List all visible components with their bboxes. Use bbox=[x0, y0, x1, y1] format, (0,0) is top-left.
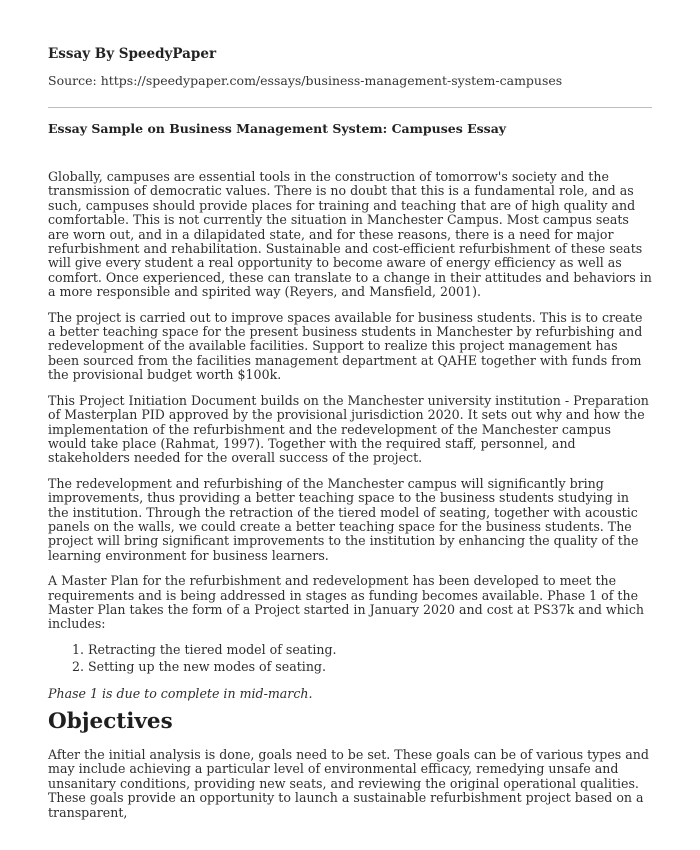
paragraph: After the initial analysis is done, goals need to be set. These goals can be of various types and may include achieving a particular level of environmental efficacy, remedying unsafe and unsanitary conditions, providing new seats, and reviewing the original operational qualities. These goals provide an opportunity to launch a sustainable refurbishment project based on a transparent, bbox=[48, 747, 649, 820]
essay-title: Essay Sample on Business Management System: Campuses Essay bbox=[48, 121, 507, 136]
paragraph: This Project Initiation Document builds on the Manchester university institution - Preparation of Masterplan PID approved by the provisional jurisdiction 2020. It sets out why and how the implementation of the refurbishment and the redevelopment of the Manchester campus would take place (Rahmat, 1997). Together with the required staff, personnel, and stakeholders needed for the overall success of the project. bbox=[48, 392, 649, 466]
essay-body bbox=[48, 170, 652, 831]
paragraph: Globally, campuses are essential tools in the construction of tomorrow's society and the transmission of democratic values. There is no doubt that this is a fundamental role, and as such, campuses should provide places for training and teaching that are of high quality and comfortable. This is not currently the situation in Manchester Campus. Most campus seats are worn out, and in a dilapidated state, and for these reasons, there is a need for major refurbishment and rehabilitation. Sustainable and cost-efficient refurbishment of these seats will give every student a real opportunity to become aware of energy efficiency as well as comfort. Once experienced, these can translate to a change in their attitudes and behaviors in a more responsible and spirited way (Reyers, and Mansfield, 2001). bbox=[48, 169, 652, 300]
list-item: 1. Retracting the tiered model of seating. bbox=[88, 643, 652, 657]
brand-title: Essay By SpeedyPaper bbox=[48, 46, 217, 62]
paragraph: The project is carried out to improve spaces available for business students. This is to create a better teaching space for the present business students in Manchester by refurbishing and redevelopment of the available facilities. Support to realize this project management has been sourced from the facilities management department at QAHE together with funds from the provisional budget worth $100k. bbox=[48, 309, 643, 383]
objectives-heading: Objectives bbox=[48, 709, 173, 734]
phase-note: Phase 1 is due to complete in mid-march. bbox=[48, 685, 313, 701]
paragraph: The redevelopment and refurbishing of the Manchester campus will significantly bring improvements, thus providing a better teaching space to the business students studying in the institution. Through the retraction of the tiered model of seating, together with acoustic panels on the walls, we could create a better teaching space for the business students. The project will bring significant improvements to the institution by enhancing the quality of the learning environment for business learners. bbox=[48, 475, 639, 563]
list-item: 2. Setting up the new modes of seating. bbox=[88, 660, 652, 674]
phase-list bbox=[48, 643, 652, 675]
paragraph: A Master Plan for the refurbishment and redevelopment has been developed to meet the requirements and is being addressed in stages as funding becomes available. Phase 1 of the Master Plan takes the form of a Project started in January 2020 and cost at PS37k and which includes: bbox=[48, 573, 644, 632]
source-line: Source: https://speedypaper.com/essays/business-management-system-campuses bbox=[48, 73, 563, 88]
header-divider bbox=[48, 107, 652, 108]
